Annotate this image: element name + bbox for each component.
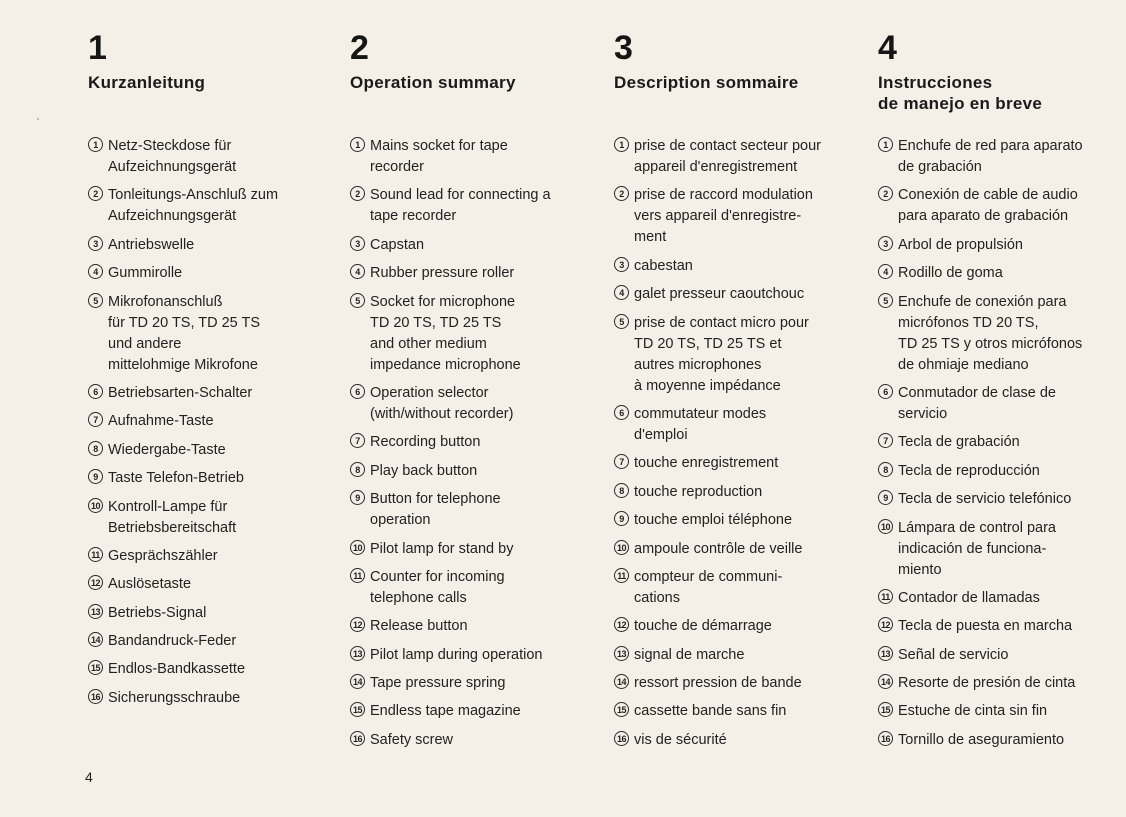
circled-number-icon: 4 [350, 264, 365, 279]
item-text: Operation selector (with/without recorder) [370, 384, 514, 422]
page-number: 4 [85, 769, 93, 785]
list-item [878, 235, 1118, 256]
circled-number-icon: 15 [88, 660, 103, 675]
list-item [350, 235, 590, 256]
item-text: Arbol de propulsión [898, 236, 1023, 253]
column-number: 1 [88, 29, 107, 67]
item-text: Tonleitungs-Anschluß zum Aufzeichnungsgerät [108, 187, 279, 225]
item-text: touche reproduction [634, 483, 763, 500]
column-german [88, 29, 323, 706]
circled-number-icon: 3 [878, 236, 893, 251]
circled-number-icon: 8 [614, 483, 629, 498]
circled-number-icon: 1 [614, 137, 629, 152]
circled-number-icon: 7 [350, 433, 365, 448]
item-text: Enchufe de conexión para micrófonos TD 20 TS, TD 25 TS y otros micrófonos de ohmiaje mediano [898, 293, 1083, 373]
circled-number-icon: 2 [350, 186, 365, 201]
item-text: Auslösetaste [108, 576, 192, 593]
circled-number-icon: 3 [88, 236, 103, 251]
item-text: Mains socket for tape recorder [370, 138, 508, 175]
item-text: touche de démarrage [634, 618, 772, 635]
list-item [350, 136, 590, 178]
item-text: touche enregistrement [634, 455, 779, 472]
item-text: Endless tape magazine [370, 703, 521, 720]
list-item [88, 631, 323, 652]
item-text: Estuche de cinta sin fin [898, 703, 1048, 720]
circled-number-icon: 7 [88, 412, 103, 427]
item-text: cassette bande sans fin [634, 703, 787, 720]
circled-number-icon: 9 [350, 490, 365, 505]
list-item [614, 284, 859, 305]
item-text: Rodillo de goma [898, 265, 1003, 282]
item-text: Button for telephone operation [370, 491, 501, 529]
circled-number-icon: 15 [878, 702, 893, 717]
circled-number-icon: 9 [614, 511, 629, 526]
list-item [350, 539, 590, 560]
circled-number-icon: 11 [614, 568, 629, 583]
circled-number-icon: 1 [350, 137, 365, 152]
list-item [350, 673, 590, 694]
item-text: Sound lead for connecting a tape recorder [370, 187, 551, 225]
circled-number-icon: 11 [350, 568, 365, 583]
item-text: Lámpara de control para indicación de funciona- miento [898, 519, 1056, 578]
list-item [350, 383, 590, 425]
circled-number-icon: 16 [878, 731, 893, 746]
column-title: Instrucciones [878, 73, 993, 92]
circled-number-icon: 6 [350, 384, 365, 399]
circled-number-icon: 4 [88, 264, 103, 279]
circled-number-icon: 10 [878, 519, 893, 534]
item-text: Endlos-Bandkassette [108, 661, 246, 678]
circled-number-icon: 7 [878, 433, 893, 448]
list-item [88, 383, 323, 404]
list-item [350, 185, 590, 227]
list-item [88, 440, 323, 461]
circled-number-icon: 3 [350, 236, 365, 251]
list-item [350, 432, 590, 453]
item-text: galet presseur caoutchouc [634, 286, 805, 303]
list-item [88, 497, 323, 539]
list-item [88, 411, 323, 432]
list-item [350, 263, 590, 284]
list-item [878, 645, 1118, 666]
circled-number-icon: 11 [878, 589, 893, 604]
item-text: Tecla de reproducción [898, 462, 1040, 479]
circled-number-icon: 1 [88, 137, 103, 152]
circled-number-icon: 13 [88, 604, 103, 619]
item-text: Tecla de grabación [898, 434, 1020, 451]
list-item [88, 688, 323, 709]
circled-number-icon: 5 [614, 314, 629, 329]
list-item [350, 730, 590, 751]
item-text: Sicherungsschraube [108, 689, 241, 706]
list-item [350, 616, 590, 637]
list-item [614, 256, 859, 277]
item-text: Tornillo de aseguramiento [898, 731, 1065, 748]
column-subtitle: de manejo en breve [878, 94, 1043, 113]
list-item [350, 489, 590, 531]
item-text: Conmutador de clase de servicio [898, 384, 1056, 422]
circled-number-icon: 9 [88, 469, 103, 484]
item-text: Tape pressure spring [370, 675, 506, 692]
column-number: 3 [614, 29, 633, 67]
list-item [614, 567, 859, 609]
item-text: Rubber pressure roller [370, 265, 515, 282]
list-item [88, 603, 323, 624]
list-item [878, 730, 1118, 751]
item-text: prise de contact secteur pour appareil d'enregistrement [634, 138, 821, 175]
circled-number-icon: 12 [88, 575, 103, 590]
parts-list [88, 136, 323, 716]
circled-number-icon: 2 [878, 186, 893, 201]
item-text: Netz-Steckdose für Aufzeichnungsgerät [108, 138, 237, 175]
item-text: Betriebsarten-Schalter [108, 384, 253, 401]
list-item [878, 383, 1118, 425]
circled-number-icon: 6 [878, 384, 893, 399]
item-text: prise de contact micro pour TD 20 TS, TD 25 TS et autres microphones à moyenne impédance [634, 314, 809, 394]
item-text: ampoule contrôle de veille [634, 540, 803, 557]
circled-number-icon: 4 [878, 264, 893, 279]
item-text: Resorte de presión de cinta [898, 675, 1076, 692]
item-text: Safety screw [370, 731, 453, 748]
parts-list [350, 136, 590, 758]
list-item [878, 432, 1118, 453]
item-text: vis de sécurité [634, 731, 727, 748]
list-item [878, 518, 1118, 581]
item-text: Wiedergabe-Taste [108, 441, 226, 458]
circled-number-icon: 13 [614, 646, 629, 661]
circled-number-icon: 8 [878, 462, 893, 477]
circled-number-icon: 13 [878, 646, 893, 661]
list-item [614, 453, 859, 474]
circled-number-icon: 14 [350, 674, 365, 689]
circled-number-icon: 16 [88, 689, 103, 704]
column-number: 4 [878, 29, 897, 67]
item-text: commutateur modes d'emploi [634, 405, 767, 443]
item-text: Bandandruck-Feder [108, 633, 237, 650]
circled-number-icon: 15 [614, 702, 629, 717]
list-item [350, 292, 590, 376]
list-item [350, 701, 590, 722]
item-text: compteur de communi- cations [634, 568, 783, 606]
column-title: Operation summary [350, 73, 516, 92]
list-item [878, 461, 1118, 482]
circled-number-icon: 11 [88, 547, 103, 562]
circled-number-icon: 10 [350, 540, 365, 555]
item-text: Release button [370, 618, 468, 635]
item-text: Gummirolle [108, 265, 183, 282]
circled-number-icon: 9 [878, 490, 893, 505]
item-text: prise de raccord modulation vers appareil d'enregistre- ment [634, 187, 813, 246]
list-item [878, 263, 1118, 284]
paper-speck [37, 118, 39, 120]
circled-number-icon: 6 [88, 384, 103, 399]
list-item [614, 673, 859, 694]
column-title: Kurzanleitung [88, 73, 206, 92]
list-item [614, 313, 859, 397]
item-text: Tecla de puesta en marcha [898, 618, 1073, 635]
column-spanish [878, 29, 1118, 748]
circled-number-icon: 14 [88, 632, 103, 647]
circled-number-icon: 6 [614, 405, 629, 420]
item-text: Counter for incoming telephone calls [370, 568, 505, 606]
list-item [614, 510, 859, 531]
item-text: Enchufe de red para aparato de grabación [898, 138, 1083, 175]
list-item [88, 574, 323, 595]
list-item [878, 673, 1118, 694]
list-item [88, 546, 323, 567]
list-item [614, 482, 859, 503]
circled-number-icon: 16 [614, 731, 629, 746]
parts-list [878, 136, 1118, 758]
item-text: Mikrofonanschluß für TD 20 TS, TD 25 TS und andere mittelohmige Mikrofone [108, 293, 261, 373]
item-text: Capstan [370, 236, 425, 253]
circled-number-icon: 10 [614, 540, 629, 555]
circled-number-icon: 5 [88, 293, 103, 308]
list-item [878, 136, 1118, 178]
circled-number-icon: 5 [878, 293, 893, 308]
item-text: Tecla de servicio telefónico [898, 491, 1072, 508]
circled-number-icon: 7 [614, 454, 629, 469]
circled-number-icon: 12 [614, 617, 629, 632]
item-text: Kontroll-Lampe für Betriebsbereitschaft [108, 498, 237, 536]
list-item [88, 235, 323, 256]
item-text: ressort pression de bande [634, 675, 802, 692]
item-text: Antriebswelle [108, 236, 195, 253]
list-item [614, 136, 859, 178]
item-text: Contador de llamadas [898, 589, 1040, 606]
list-item [878, 185, 1118, 227]
item-text: Conexión de cable de audio para aparato de grabación [898, 187, 1078, 225]
column-english [350, 29, 590, 748]
circled-number-icon: 8 [88, 441, 103, 456]
circled-number-icon: 12 [350, 617, 365, 632]
list-item [614, 539, 859, 560]
list-item [878, 701, 1118, 722]
parts-list [614, 136, 859, 758]
list-item [614, 730, 859, 751]
circled-number-icon: 1 [878, 137, 893, 152]
column-french [614, 29, 859, 748]
circled-number-icon: 14 [614, 674, 629, 689]
item-text: Taste Telefon-Betrieb [108, 470, 244, 487]
list-item [614, 185, 859, 248]
item-text: Pilot lamp during operation [370, 646, 543, 663]
circled-number-icon: 14 [878, 674, 893, 689]
circled-number-icon: 2 [88, 186, 103, 201]
list-item [878, 489, 1118, 510]
item-text: touche emploi téléphone [634, 512, 793, 529]
list-item [88, 659, 323, 680]
item-text: Play back button [370, 462, 478, 479]
list-item [614, 404, 859, 446]
circled-number-icon: 10 [88, 498, 103, 513]
item-text: Socket for microphone TD 20 TS, TD 25 TS and other medium impedance microphone [370, 293, 521, 373]
item-text: Recording button [370, 434, 481, 451]
item-text: cabestan [634, 257, 693, 274]
item-text: signal de marche [634, 646, 745, 663]
list-item [88, 185, 323, 227]
list-item [878, 292, 1118, 376]
item-text: Aufnahme-Taste [108, 413, 214, 430]
list-item [350, 645, 590, 666]
circled-number-icon: 13 [350, 646, 365, 661]
circled-number-icon: 16 [350, 731, 365, 746]
column-title: Description sommaire [614, 73, 799, 92]
list-item [878, 616, 1118, 637]
list-item [614, 616, 859, 637]
list-item [88, 292, 323, 376]
item-text: Gesprächszähler [108, 547, 218, 564]
list-item [614, 645, 859, 666]
circled-number-icon: 12 [878, 617, 893, 632]
circled-number-icon: 3 [614, 257, 629, 272]
list-item [614, 701, 859, 722]
circled-number-icon: 15 [350, 702, 365, 717]
item-text: Betriebs-Signal [108, 604, 207, 621]
circled-number-icon: 2 [614, 186, 629, 201]
item-text: Señal de servicio [898, 646, 1009, 663]
list-item [88, 263, 323, 284]
list-item [350, 461, 590, 482]
list-item [88, 468, 323, 489]
item-text: Pilot lamp for stand by [370, 540, 514, 557]
circled-number-icon: 4 [614, 285, 629, 300]
circled-number-icon: 8 [350, 462, 365, 477]
list-item [88, 136, 323, 178]
list-item [350, 567, 590, 609]
column-number: 2 [350, 29, 369, 67]
circled-number-icon: 5 [350, 293, 365, 308]
list-item [878, 588, 1118, 609]
